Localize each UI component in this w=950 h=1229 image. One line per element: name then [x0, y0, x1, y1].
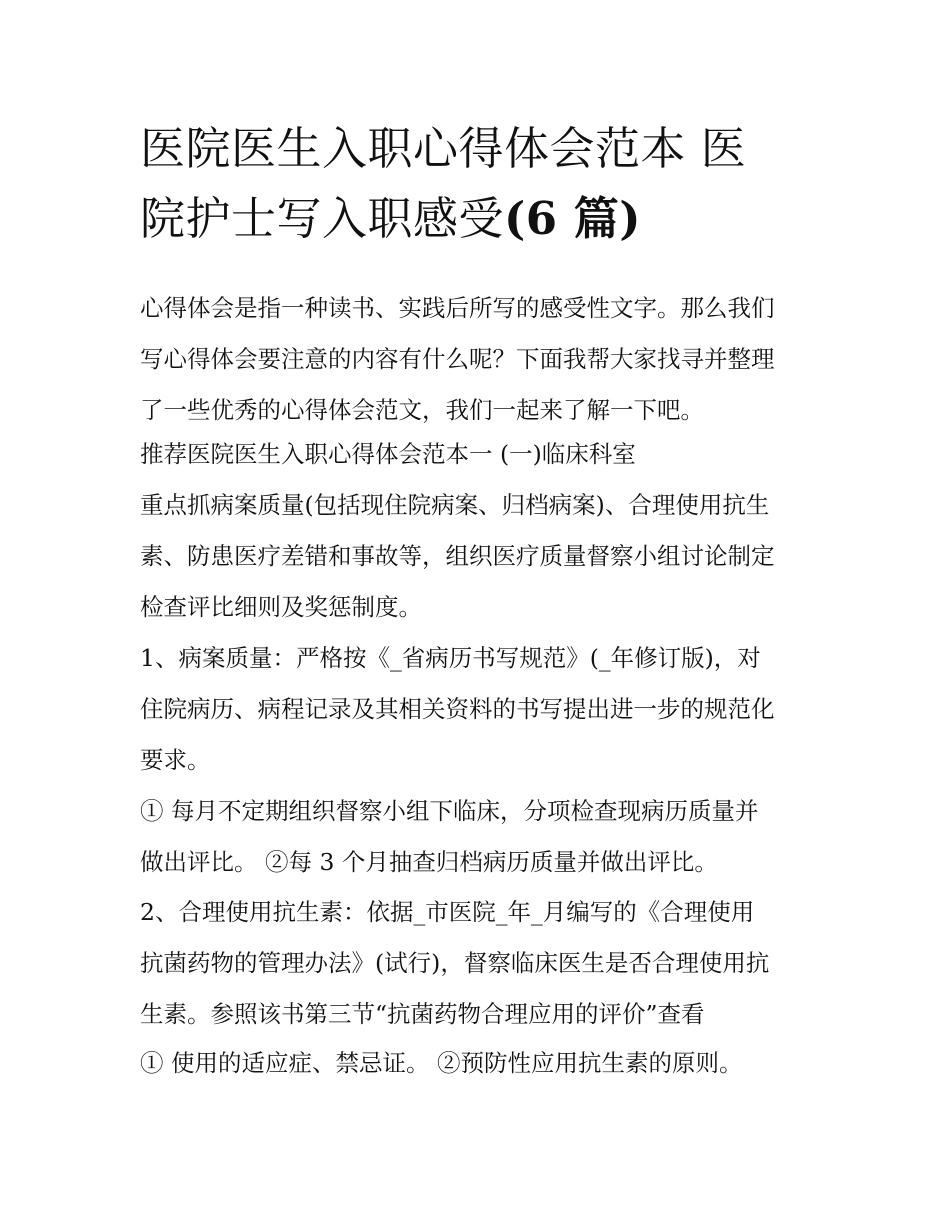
title-part-2: 院护士写入职感受: [140, 192, 505, 245]
text-line: 抗菌药物的管理办法》(试行)，督察临床医生是否合理使用抗: [140, 949, 770, 977]
section-heading-paragraph: [140, 429, 820, 480]
text-line: 检查评比细则及奖惩制度。: [140, 593, 422, 621]
text-line: 住院病历、病程记录及其相关资料的书写提出进一步的规范化: [140, 695, 775, 723]
text-line: ① 使用的适应症、禁忌证。 ②预防性应用抗生素的原则。: [140, 1049, 743, 1077]
text-line: 1、病案质量：严格按《_省病历书写规范》(_年修订版)，对: [140, 644, 761, 672]
focus-paragraph: [140, 480, 820, 633]
item-1-details-paragraph: [140, 786, 820, 888]
text-line: 2、合理使用抗生素：依据_市医院_年_月编写的《合理使用: [140, 898, 755, 926]
intro-paragraph: [140, 283, 820, 436]
item-2-details-paragraph: [140, 1038, 820, 1089]
text-line: ① 每月不定期组织督察小组下临床，分项检查现病历质量并: [140, 797, 759, 825]
title-part-1: 医院医生入职心得体会范本 医: [140, 122, 747, 175]
text-line: 做出评比。 ②每 3 个月抽查归档病历质量并做出评比。: [140, 848, 718, 876]
text-line: 了一些优秀的心得体会范文，我们一起来了解一下吧。: [140, 396, 704, 424]
text-line: 心得体会是指一种读书、实践后所写的感受性文字。那么我们: [140, 294, 775, 322]
item-2-paragraph: [140, 887, 820, 1040]
item-1-paragraph: [140, 633, 820, 786]
text-line: 要求。: [140, 746, 211, 774]
title-part-3: (6 篇): [504, 192, 642, 245]
document-title: [140, 114, 820, 254]
text-line: 素、防患医疗差错和事故等，组织医疗质量督察小组讨论制定: [140, 542, 775, 570]
text-line: 推荐医院医生入职心得体会范本一 (一)临床科室: [140, 440, 636, 468]
text-line: 写心得体会要注意的内容有什么呢？下面我帮大家找寻并整理: [140, 345, 775, 373]
text-line: 重点抓病案质量(包括现住院病案、归档病案)、合理使用抗生: [140, 491, 770, 519]
text-line: 生素。参照该书第三节“抗菌药物合理应用的评价”查看: [140, 1000, 705, 1028]
